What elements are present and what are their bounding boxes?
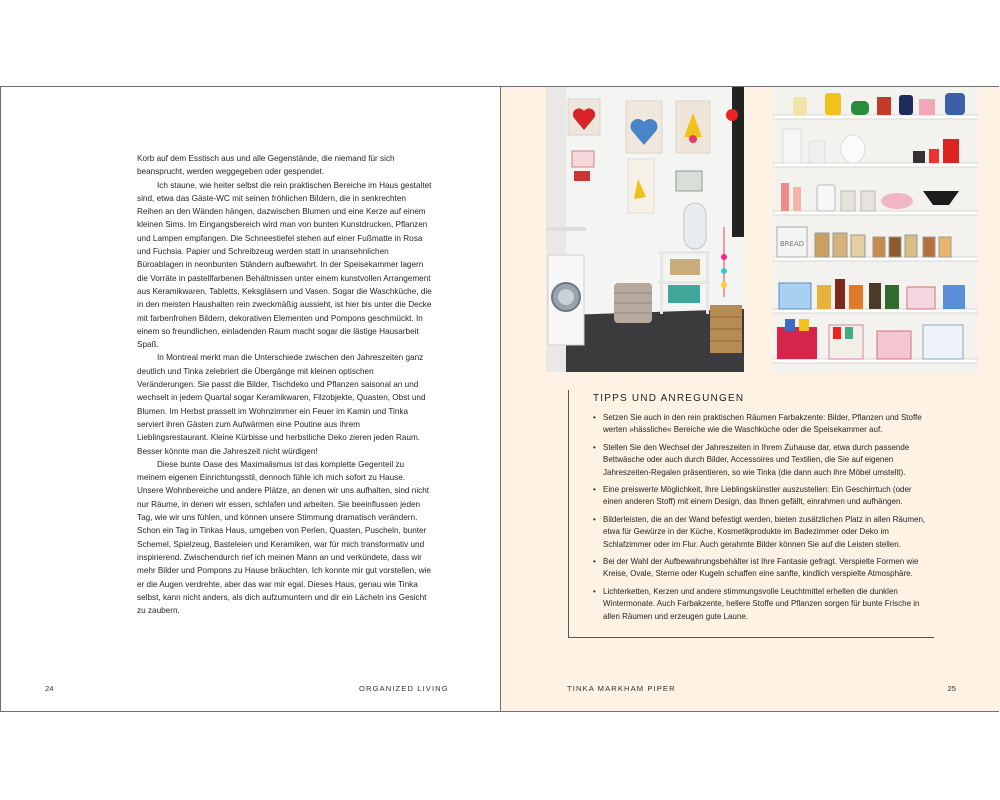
list-item: • Eine preiswerte Möglichkeit, Ihre Lieblingskünstler auszustellen: Ein Geschirrtuch (oder einen anderen Stoff) mit einem Design, das Ihnen gefällt, einrahmen und aufhängen. bbox=[593, 484, 933, 509]
body-text bbox=[137, 152, 433, 617]
paragraph: Korb auf dem Esstisch aus und alle Gegenstände, die niemand für sich beansprucht, werden weggegeben oder gespendet. bbox=[137, 154, 395, 177]
list-item: • Lichterketten, Kerzen und andere stimmungsvolle Leuchtmittel erhellen die dunklen Wintermonate. Auch Farbakzente, hellere Stoffe und Pflanzen sorgen für bunte Frische in allen Räumen und erzeugen gute Laune. bbox=[593, 586, 933, 623]
list-item: • Setzen Sie auch in den rein praktischen Räumen Farbakzente: Bilder, Pflanzen und Stoffe werten »hässliche« Bereiche wie die Waschküche oder die Speisekammer auf. bbox=[593, 412, 933, 437]
bread-canister-label: BREAD bbox=[779, 240, 805, 248]
tips-box bbox=[568, 390, 934, 638]
left-page bbox=[1, 87, 501, 711]
page-number-left: 24 bbox=[45, 684, 54, 693]
list-item: • Stellen Sie den Wechsel der Jahreszeiten in Ihrem Zuhause dar, etwa durch passende Bettwäsche oder auch durch Bilder, Accessoires und Textilien, die Sie auf eigenen Jahreszeiten-Regalen präsentieren, so wie Tinka (die dann auch ihre Möbel umstellt). bbox=[593, 442, 933, 479]
page-number-right: 25 bbox=[947, 684, 956, 693]
right-page bbox=[501, 87, 1000, 711]
laundry-room-photo bbox=[546, 87, 744, 372]
pantry-photo bbox=[773, 87, 978, 372]
pantry-illustration bbox=[773, 87, 978, 372]
running-title-right: TINKA MARKHAM PIPER bbox=[567, 684, 676, 693]
paragraph: Ich staune, wie heiter selbst die rein praktischen Bereiche im Haus gestaltet sind, etwa das Gäste-WC mit seinen fröhlichen Bildern, die in senkrechten Reihen an den Wänden hängen, dazwischen Blumen und eine Kerze auf einem kleinen Sims. Im Eingangsbereich wird man von bunten Kunstdrucken, Pflanzen und Lampen empfangen. Die Schneestiefel stehen auf einer Fußmatte in Rosa und Fuchsia. Papier und Schreibzeug werden statt in unansehnlichen Büroablagen in neonbunten Ständern aufbewahrt. In der Speisekammer lagern die Vorräte in pastellfarbenen Behältnissen unter einem kunstvollen Arrangement aus Keramikwaren, Tabletts, Keksgläsern und Vasen. Sogar die Waschküche, die in den meisten Haushalten rein zweckmäßig aussieht, ist hier bis unter die Decke mit farbenfrohen Bildern, dekorativen Elementen und Pompons geschmückt. In einem so freundlichen, einladenden Raum macht sogar die lästige Hausarbeit Spaß. bbox=[137, 180, 432, 350]
list-item: • Bilderleisten, die an der Wand befestigt werden, bieten zusätzlichen Platz in allen Räumen, etwa für Gewürze in der Küche, Kosmetikprodukte im Badezimmer oder Deko im Schlafzimmer oder im Flur. Auch gerahmte Bilder können Sie auf die Leisten stellen. bbox=[593, 514, 933, 551]
laundry-room-illustration bbox=[546, 87, 744, 372]
running-title-left: ORGANIZED LIVING bbox=[359, 684, 449, 693]
paragraph: In Montreal merkt man die Unterschiede zwischen den Jahreszeiten ganz deutlich und Tinka zelebriert die Übergänge mit kleinen optischen Veränderungen. Sie passt die Bilder, Tischdeko und Pflanzen saisonal an und wechselt in jedem Quartal sogar Keramikwaren, Filzobjekte, Quasten, Obst und Blumen. Im Herbst prasselt im Wohnzimmer ein Feuer im Kamin und Tinka serviert ihren Gästen zum Aufwärmen eine Poutine aus ihrem Lieblingsrestaurant. Kleine Kürbisse und herbstliche Deko zieren jeden Raum. Besser könnte man die Jahreszeit nicht würdigen! bbox=[137, 353, 426, 456]
tips-list bbox=[593, 412, 933, 628]
list-item: • Bei der Wahl der Aufbewahrungsbehälter ist Ihre Fantasie gefragt. Verspielte Formen wie Kreise, Ovale, Sterne oder Kugeln schaffen eine sanfte, kindlich verspielte Atmosphäre. bbox=[593, 556, 933, 581]
tips-heading: TIPPS UND ANREGUNGEN bbox=[593, 393, 745, 404]
book-spread bbox=[0, 86, 999, 712]
paragraph: Diese bunte Oase des Maximalismus ist das komplette Gegenteil zu meinem eigenen Einrichtungsstil, dennoch fühle ich mich sofort zu Hause. Unsere Wohnbereiche und andere Plätze, an denen wir uns aufhalten, sind nicht nur Räume, in denen wir essen, schlafen und arbeiten. Sie beeinflussen jeden Tag, wie wir uns fühlen, und können unsere Stimmung dramatisch verändern. Schon ein Tag in Tinkas Haus, umgeben von Perlen, Quasten, Puscheln, bunter Schemel, Spielzeug, Basteleien und Keramiken, war für mich transformativ und inspirierend. Zwischendurch rief ich meinen Mann an und verkündete, dass wir mehr Bilder und Pompons zu Hause bräuchten. Ich konnte mir gut vorstellen, wie er die Augen verdrehte, aber das war mir egal. Dieses Haus, genau wie Tinka selbst, kann nicht anders, als dich aufzumuntern und dir ein Lächeln ins Gesicht zu zaubern. bbox=[137, 459, 431, 616]
